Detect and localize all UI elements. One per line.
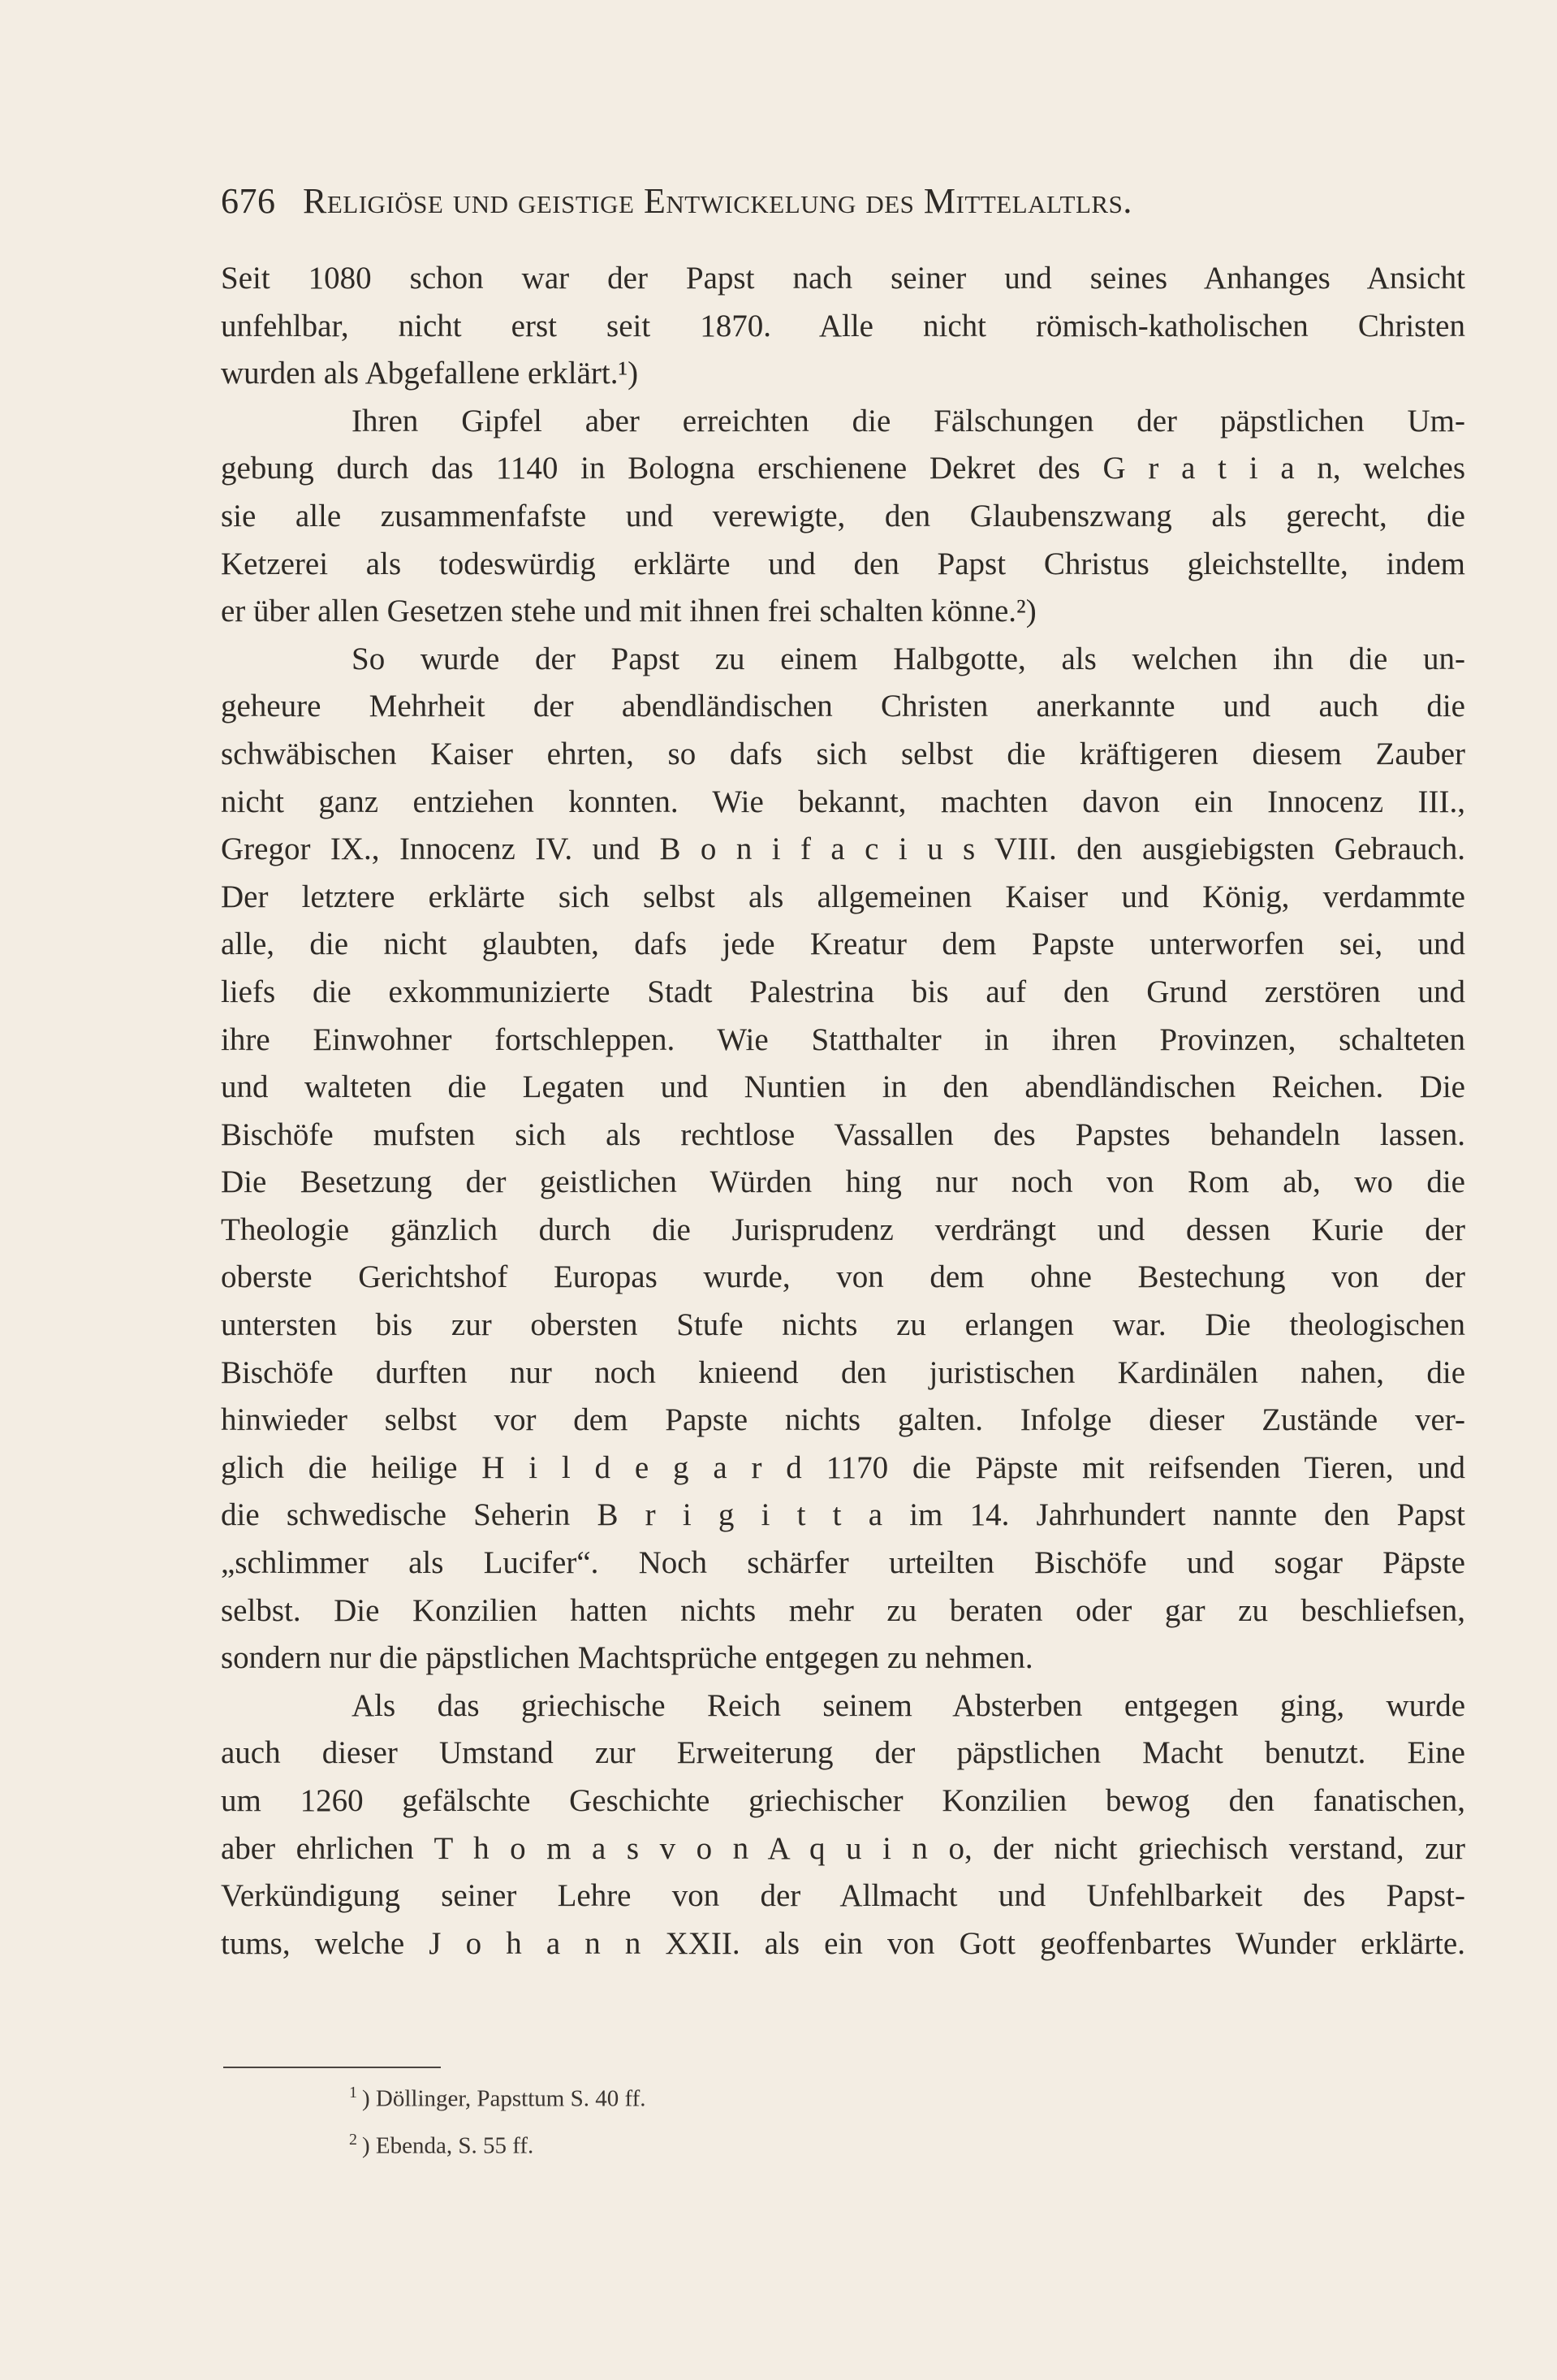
text-line: selbst. Die Konzilien hatten nichts mehr zu beraten oder gar zu beschliefsen, bbox=[221, 1592, 1465, 1628]
footnote-mark: 1 bbox=[349, 2084, 357, 2101]
text-line: oberste Gerichtshof Europas wurde, von dem ohne Bestechung von der bbox=[221, 1259, 1465, 1295]
footnote-rule bbox=[223, 2067, 441, 2068]
footnotes bbox=[349, 2072, 1161, 2166]
text-line: hinwieder selbst vor dem Papste nichts galten. Infolge dieser Zustände ver- bbox=[221, 1402, 1465, 1438]
footnote-text: ) Döllinger, Papsttum S. 40 ff. bbox=[362, 2085, 646, 2112]
text-line: Theologie gänzlich durch die Jurisprudenz verdrängt und dessen Kurie der bbox=[221, 1212, 1465, 1247]
text-line: Der letztere erklärte sich selbst als allgemeinen Kaiser und König, verdammte bbox=[221, 879, 1465, 914]
text-line: und walteten die Legaten und Nuntien in den abendländischen Reichen. Die bbox=[221, 1069, 1465, 1105]
text-line: tums, welche J o h a n n XXII. als ein von Gott geoffenbartes Wunder erklärte. bbox=[221, 1925, 1465, 1961]
text-line: gebung durch das 1140 in Bologna erschienene Dekret des G r a t i a n, welches bbox=[221, 451, 1465, 486]
text-line: schwäbischen Kaiser ehrten, so dafs sich selbst die kräftigeren diesem Zauber bbox=[221, 736, 1465, 771]
text-line: „schlimmer als Lucifer“. Noch schärfer urteilten Bischöfe und sogar Päpste bbox=[221, 1545, 1465, 1581]
text-line: um 1260 gefälschte Geschichte griechischer Konzilien bewog den fanatischen, bbox=[221, 1783, 1465, 1818]
text-line: glich die heilige H i l d e g a r d 1170 die Päpste mit reifsenden Tieren, und bbox=[221, 1449, 1465, 1485]
running-header bbox=[221, 180, 1374, 222]
text-line: sondern nur die päpstlichen Machtsprüche entgegen zu nehmen. bbox=[221, 1640, 1033, 1676]
text-line: liefs die exkommunizierte Stadt Palestrina bis auf den Grund zerstören und bbox=[221, 974, 1465, 1009]
text-line: aber ehrlichen T h o m a s v o n A q u i n o, der nicht griechisch verstand, zur bbox=[221, 1830, 1465, 1866]
text-line: nicht ganz entziehen konnten. Wie bekannt, machten davon ein Innocenz III., bbox=[221, 784, 1465, 819]
footnote bbox=[349, 2072, 1161, 2119]
text-line: die schwedische Seherin B r i g i t t a im 14. Jahrhundert nannte den Papst bbox=[221, 1497, 1465, 1533]
text-line: wurden als Abgefallene erklärt.¹) bbox=[221, 356, 639, 391]
text-line: Bischöfe durften nur noch knieend den juristischen Kardinälen nahen, die bbox=[221, 1354, 1465, 1390]
running-title: Religiöse und geistige Entwickelung des Mittelaltlrs. bbox=[303, 181, 1132, 221]
footnote-mark: 2 bbox=[349, 2130, 357, 2149]
text-line: auch dieser Umstand zur Erweiterung der päpstlichen Macht benutzt. Eine bbox=[221, 1735, 1465, 1771]
text-line: Die Besetzung der geistlichen Würden hing nur noch von Rom ab, wo die bbox=[221, 1164, 1465, 1200]
text-line: Als das griechische Reich seinem Absterben entgegen ging, wurde bbox=[352, 1687, 1465, 1723]
footnote-text: ) Ebenda, S. 55 ff. bbox=[362, 2132, 534, 2159]
page-number: 676 bbox=[221, 181, 276, 221]
text-line: sie alle zusammenfafste und verewigte, den Glaubenszwang als gerecht, die bbox=[221, 498, 1465, 533]
text-line: untersten bis zur obersten Stufe nichts zu erlangen war. Die theologischen bbox=[221, 1307, 1465, 1343]
text-line: Bischöfe mufsten sich als rechtlose Vassallen des Papstes behandeln lassen. bbox=[221, 1117, 1465, 1152]
footnote bbox=[349, 2119, 1161, 2166]
text-line: Ihren Gipfel aber erreichten die Fälschungen der päpstlichen Um- bbox=[352, 403, 1465, 438]
text-line: So wurde der Papst zu einem Halbgotte, als welchen ihn die un- bbox=[352, 641, 1465, 676]
text-line: Verkündigung seiner Lehre von der Allmacht und Unfehlbarkeit des Papst- bbox=[221, 1878, 1465, 1914]
text-line: unfehlbar, nicht erst seit 1870. Alle nicht römisch-katholischen Christen bbox=[221, 308, 1465, 343]
text-line: er über allen Gesetzen stehe und mit ihnen frei schalten könne.²) bbox=[221, 594, 1037, 629]
text-line: Ketzerei als todeswürdig erklärte und den Papst Christus gleichstellte, indem bbox=[221, 546, 1465, 581]
text-line: Gregor IX., Innocenz IV. und B o n i f a c i u s VIII. den ausgiebigsten Gebrauch. bbox=[221, 831, 1465, 867]
text-line: Seit 1080 schon war der Papst nach seiner und seines Anhanges Ansicht bbox=[221, 261, 1465, 296]
text-line: alle, die nicht glaubten, dafs jede Kreatur dem Papste unterworfen sei, und bbox=[221, 927, 1465, 962]
body-text bbox=[221, 255, 1465, 1967]
text-line: ihre Einwohner fortschleppen. Wie Statthalter in ihren Provinzen, schalteten bbox=[221, 1022, 1465, 1057]
text-line: geheure Mehrheit der abendländischen Christen anerkannte und auch die bbox=[221, 689, 1465, 724]
